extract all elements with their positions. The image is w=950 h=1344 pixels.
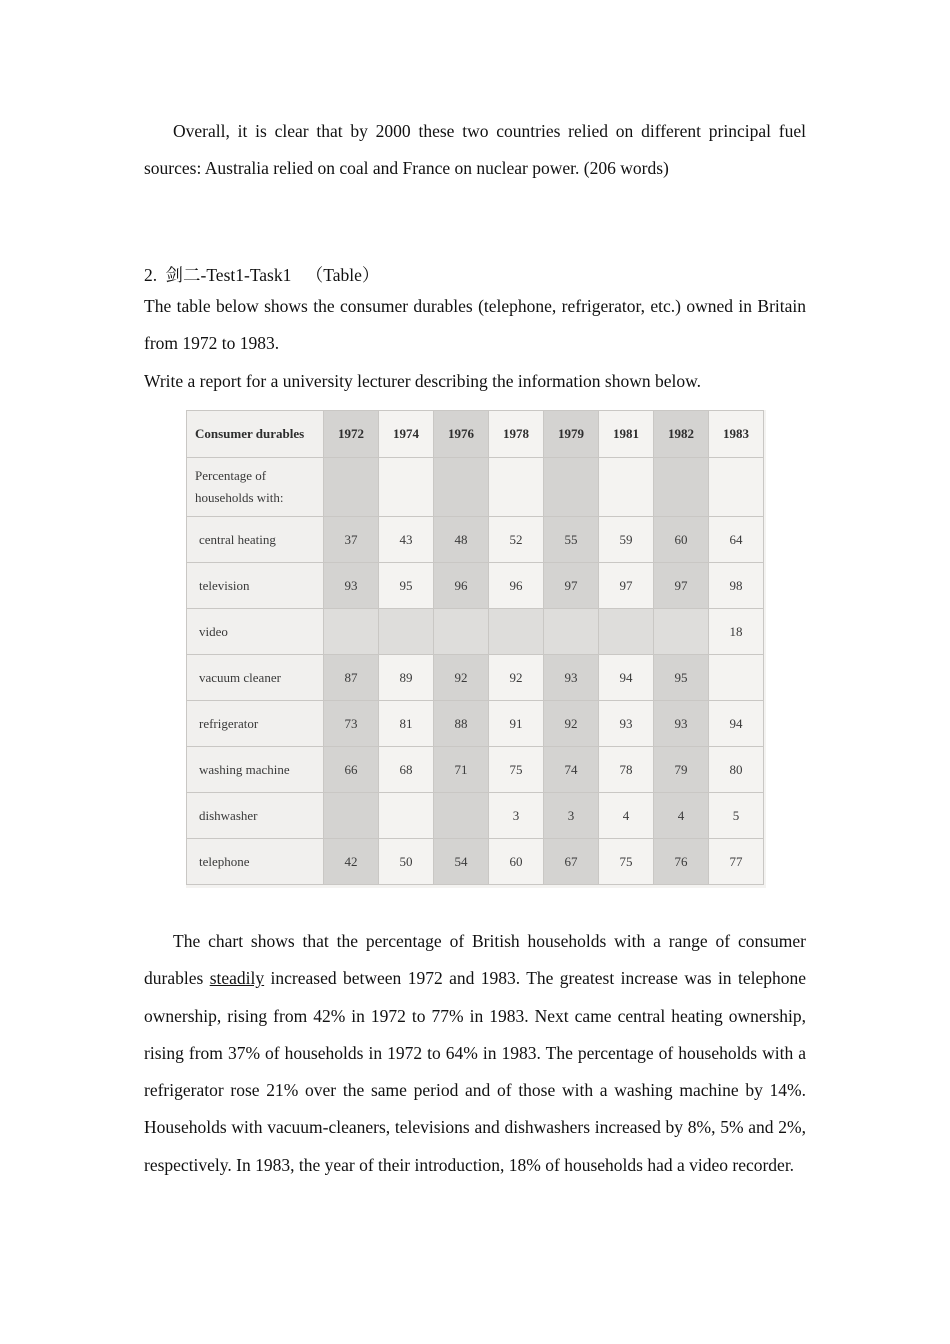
table-cell bbox=[599, 609, 654, 655]
row-label: washing machine bbox=[187, 747, 324, 793]
table-cell: 37 bbox=[324, 517, 379, 563]
table-cell: 96 bbox=[434, 563, 489, 609]
table-cell: 71 bbox=[434, 747, 489, 793]
table-cell: 48 bbox=[434, 517, 489, 563]
table-cell bbox=[379, 609, 434, 655]
table-cell: 93 bbox=[324, 563, 379, 609]
row-label: refrigerator bbox=[187, 701, 324, 747]
table-cell: 97 bbox=[654, 563, 709, 609]
table-cell bbox=[544, 609, 599, 655]
year-header: 1974 bbox=[379, 411, 434, 458]
row-label: telephone bbox=[187, 839, 324, 885]
intro-paragraph: Overall, it is clear that by 2000 these two countries relied on different principal fuel sources: Australia relied on coal and France on nuclear power. (206 words) bbox=[144, 121, 806, 179]
table-cell bbox=[654, 609, 709, 655]
table-cell: 93 bbox=[544, 655, 599, 701]
task-instruction: Write a report for a university lecturer describing the information shown below. bbox=[144, 370, 702, 391]
table-cell bbox=[379, 793, 434, 839]
year-header: 1972 bbox=[324, 411, 379, 458]
table-cell: 96 bbox=[489, 563, 544, 609]
row-label: dishwasher bbox=[187, 793, 324, 839]
table-cell: 92 bbox=[434, 655, 489, 701]
table-cell: 42 bbox=[324, 839, 379, 885]
table-cell: 98 bbox=[709, 563, 764, 609]
table-cell: 94 bbox=[709, 701, 764, 747]
year-header: 1978 bbox=[489, 411, 544, 458]
table-header-row bbox=[187, 411, 764, 458]
table-cell: 88 bbox=[434, 701, 489, 747]
section-label: 剑二-Test1-Task1 bbox=[165, 265, 292, 285]
table-row bbox=[187, 839, 764, 885]
row-label: central heating bbox=[187, 517, 324, 563]
table-cell: 89 bbox=[379, 655, 434, 701]
table-cell: 77 bbox=[709, 839, 764, 885]
table-cell: 4 bbox=[599, 793, 654, 839]
table-cell: 75 bbox=[599, 839, 654, 885]
table-cell: 52 bbox=[489, 517, 544, 563]
section-kind: （Table） bbox=[305, 265, 380, 285]
table-subheader-row bbox=[187, 458, 764, 517]
table-cell: 74 bbox=[544, 747, 599, 793]
table-cell: 92 bbox=[489, 655, 544, 701]
table-cell bbox=[324, 609, 379, 655]
table-cell: 79 bbox=[654, 747, 709, 793]
year-header: 1983 bbox=[709, 411, 764, 458]
table-cell: 5 bbox=[709, 793, 764, 839]
table-cell: 59 bbox=[599, 517, 654, 563]
year-header: 1981 bbox=[599, 411, 654, 458]
table-row bbox=[187, 655, 764, 701]
table-cell bbox=[434, 609, 489, 655]
table-cell: 64 bbox=[709, 517, 764, 563]
table-cell: 93 bbox=[599, 701, 654, 747]
task-description: The table below shows the consumer durables (telephone, refrigerator, etc.) owned in Britain from 1972 to 1983. bbox=[144, 296, 806, 354]
table-header-label: Consumer durables bbox=[187, 411, 324, 458]
table-row bbox=[187, 701, 764, 747]
subheader-line: Percentage of bbox=[195, 468, 267, 483]
year-header: 1982 bbox=[654, 411, 709, 458]
consumer-durables-table-image bbox=[186, 410, 766, 888]
answer-text-part2: increased between 1972 and 1983. The greatest increase was in telephone ownership, rising from 42% in 1972 to 77% in 1983. Next came central heating ownership, rising from 37% of households in 1972 to 64% in 1983. The percentage of households with a refrigerator rose 21% over the same period and of those with a washing machine by 14%. Households with vacuum-cleaners, televisions and dishwashers increased by 8%, 5% and 2%, respectively. In 1983, the year of their introduction, 18% of households had a video recorder. bbox=[144, 968, 806, 1175]
section-number: 2. bbox=[144, 265, 158, 285]
table-cell: 95 bbox=[654, 655, 709, 701]
table-cell: 97 bbox=[599, 563, 654, 609]
table-cell bbox=[434, 793, 489, 839]
table-cell: 97 bbox=[544, 563, 599, 609]
table-cell: 75 bbox=[489, 747, 544, 793]
year-header: 1976 bbox=[434, 411, 489, 458]
table-cell: 93 bbox=[654, 701, 709, 747]
answer-paragraph bbox=[144, 923, 806, 1184]
row-label: television bbox=[187, 563, 324, 609]
underlined-word: steadily bbox=[209, 968, 265, 989]
table-cell: 76 bbox=[654, 839, 709, 885]
table-cell: 94 bbox=[599, 655, 654, 701]
table-row bbox=[187, 517, 764, 563]
table-cell: 3 bbox=[489, 793, 544, 839]
table-cell: 55 bbox=[544, 517, 599, 563]
answer-text-part1: The chart shows that the percentage of British households with a range of consumer durables bbox=[144, 931, 806, 989]
year-header: 1979 bbox=[544, 411, 599, 458]
table-cell: 66 bbox=[324, 747, 379, 793]
table-cell: 78 bbox=[599, 747, 654, 793]
table-cell: 81 bbox=[379, 701, 434, 747]
table-cell: 68 bbox=[379, 747, 434, 793]
task-prompt bbox=[144, 288, 806, 400]
table-cell: 4 bbox=[654, 793, 709, 839]
table-cell: 3 bbox=[544, 793, 599, 839]
row-label: vacuum cleaner bbox=[187, 655, 324, 701]
table-cell: 95 bbox=[379, 563, 434, 609]
table-row bbox=[187, 563, 764, 609]
table-cell bbox=[709, 655, 764, 701]
table-cell: 73 bbox=[324, 701, 379, 747]
table-cell: 87 bbox=[324, 655, 379, 701]
table-subheader bbox=[187, 458, 324, 517]
table-cell: 80 bbox=[709, 747, 764, 793]
table-cell: 67 bbox=[544, 839, 599, 885]
table-row bbox=[187, 609, 764, 655]
table-cell: 91 bbox=[489, 701, 544, 747]
table-cell: 18 bbox=[709, 609, 764, 655]
table-cell: 54 bbox=[434, 839, 489, 885]
section-heading bbox=[144, 262, 379, 287]
table-row bbox=[187, 793, 764, 839]
table-cell: 60 bbox=[654, 517, 709, 563]
table-row bbox=[187, 747, 764, 793]
consumer-durables-table bbox=[186, 410, 764, 885]
table-cell bbox=[324, 793, 379, 839]
table-cell: 60 bbox=[489, 839, 544, 885]
table-cell: 50 bbox=[379, 839, 434, 885]
row-label: video bbox=[187, 609, 324, 655]
subheader-line: households with: bbox=[195, 490, 284, 505]
table-cell bbox=[489, 609, 544, 655]
table-cell: 92 bbox=[544, 701, 599, 747]
table-cell: 43 bbox=[379, 517, 434, 563]
